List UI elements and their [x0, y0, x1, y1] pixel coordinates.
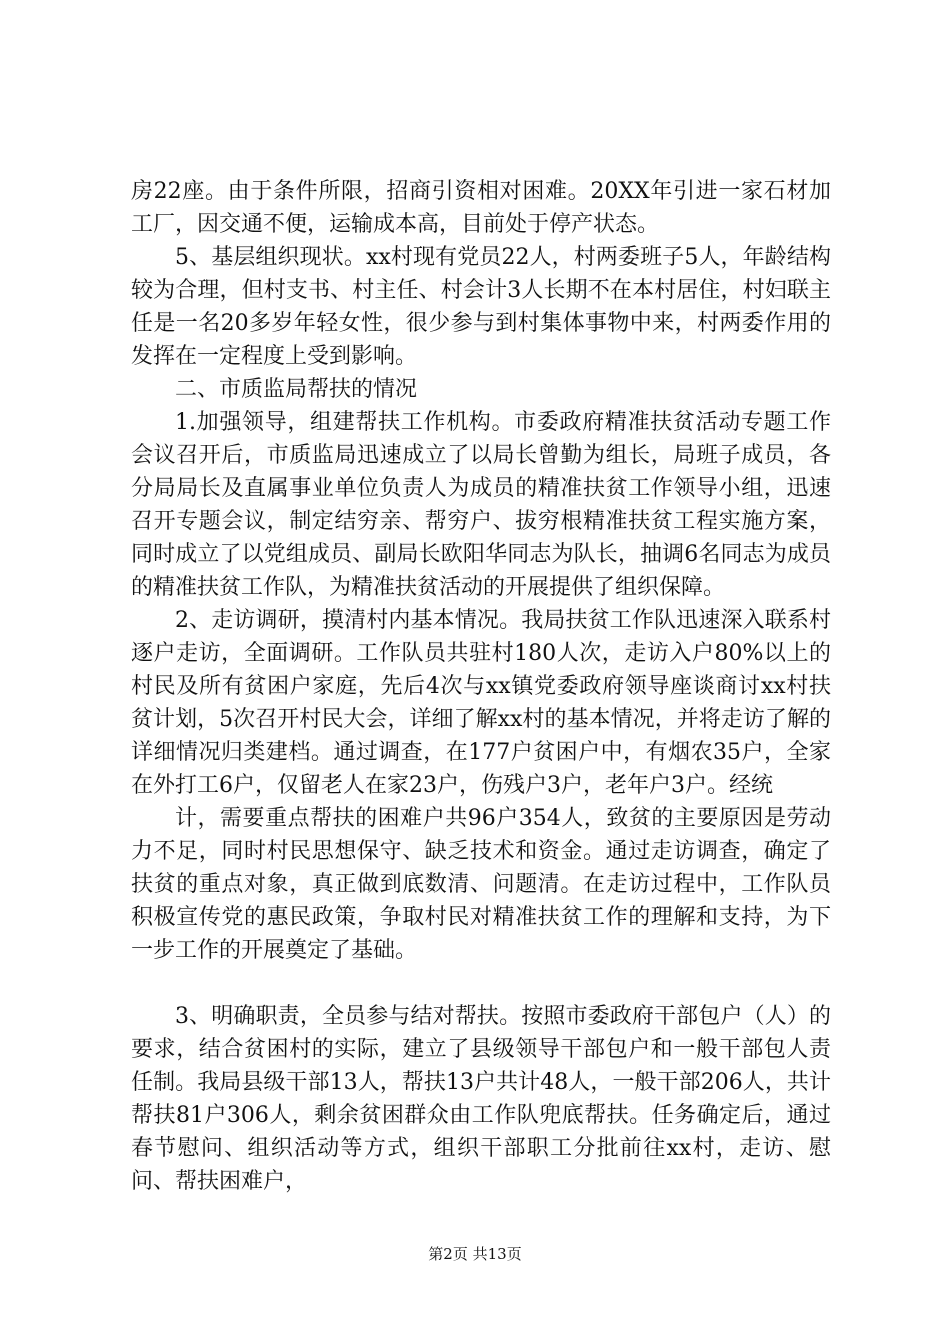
paragraph-visits-research: 2、走访调研，摸清村内基本情况。我局扶贫工作队迅速深入联系村逐户走访，全面调研。工作队员共驻村180人次，走访入户80%以上的村民及所有贫困户家庭，先后4次与xx镇党委政府领导座谈商讨xx村扶贫计划，5次召开村民大会，详细了解xx村的基本情况，并将走访了解的详细情况归类建档。通过调查，在177户贫困户中，有烟农35户，全家在外打工6户，仅留老人在家23户，伤残户3户，老年户3户。经统 [131, 608, 831, 798]
paragraph-leadership: 1.加强领导，组建帮扶工作机构。市委政府精准扶贫活动专题工作会议召开后，市质监局迅速成立了以局长曾勤为组长，局班子成员，各分局局长及直属事业单位负责人为成员的精准扶贫工作领导小组，迅速召开专题会议，制定结穷亲、帮穷户、拔穷根精准扶贫工程实施方案，同时成立了以党组成员、副局长欧阳华同志为队长，抽调6名同志为成员的精准扶贫工作队，为精准扶贫活动的开展提供了组织保障。 [131, 410, 831, 600]
paragraph-responsibilities: 3、明确职责，全员参与结对帮扶。按照市委政府干部包户（人）的要求，结合贫困村的实际，建立了县级领导干部包户和一般干部包人责任制。我局县级干部13人，帮扶13户共计48人，一般干部206人，共计帮扶81户306人，剩余贫困群众由工作队兜底帮扶。任务确定后，通过春节慰问、组织活动等方式，组织干部职工分批前往xx村，走访、慰问、帮扶困难户， [131, 1004, 831, 1194]
document-body [131, 175, 831, 1198]
page-number-footer: 第2页 共13页 [428, 1245, 522, 1263]
paragraph-grassroots-organization: 5、基层组织现状。xx村现有党员22人，村两委班子5人，年龄结构较为合理，但村支书、村主任、村会计3人长期不在本村居住，村妇联主任是一名20多岁年轻女性，很少参与到村集体事物中来，村两委作用的发挥在一定程度上受到影响。 [131, 245, 831, 369]
paragraph-statistics: 计，需要重点帮扶的困难户共96户354人，致贫的主要原因是劳动力不足，同时村民思想保守、缺乏技术和资金。通过走访调查，确定了扶贫的重点对象，真正做到底数清、问题清。在走访过程中，工作队员积极宣传党的惠民政策，争取村民对精准扶贫工作的理解和支持，为下一步工作的开展奠定了基础。 [131, 806, 831, 963]
section-heading-assistance: 二、市质监局帮扶的情况 [175, 377, 418, 402]
paragraph-continuation: 房22座。由于条件所限，招商引资相对困难。20XX年引进一家石材加工厂，因交通不便，运输成本高，目前处于停产状态。 [131, 179, 831, 237]
